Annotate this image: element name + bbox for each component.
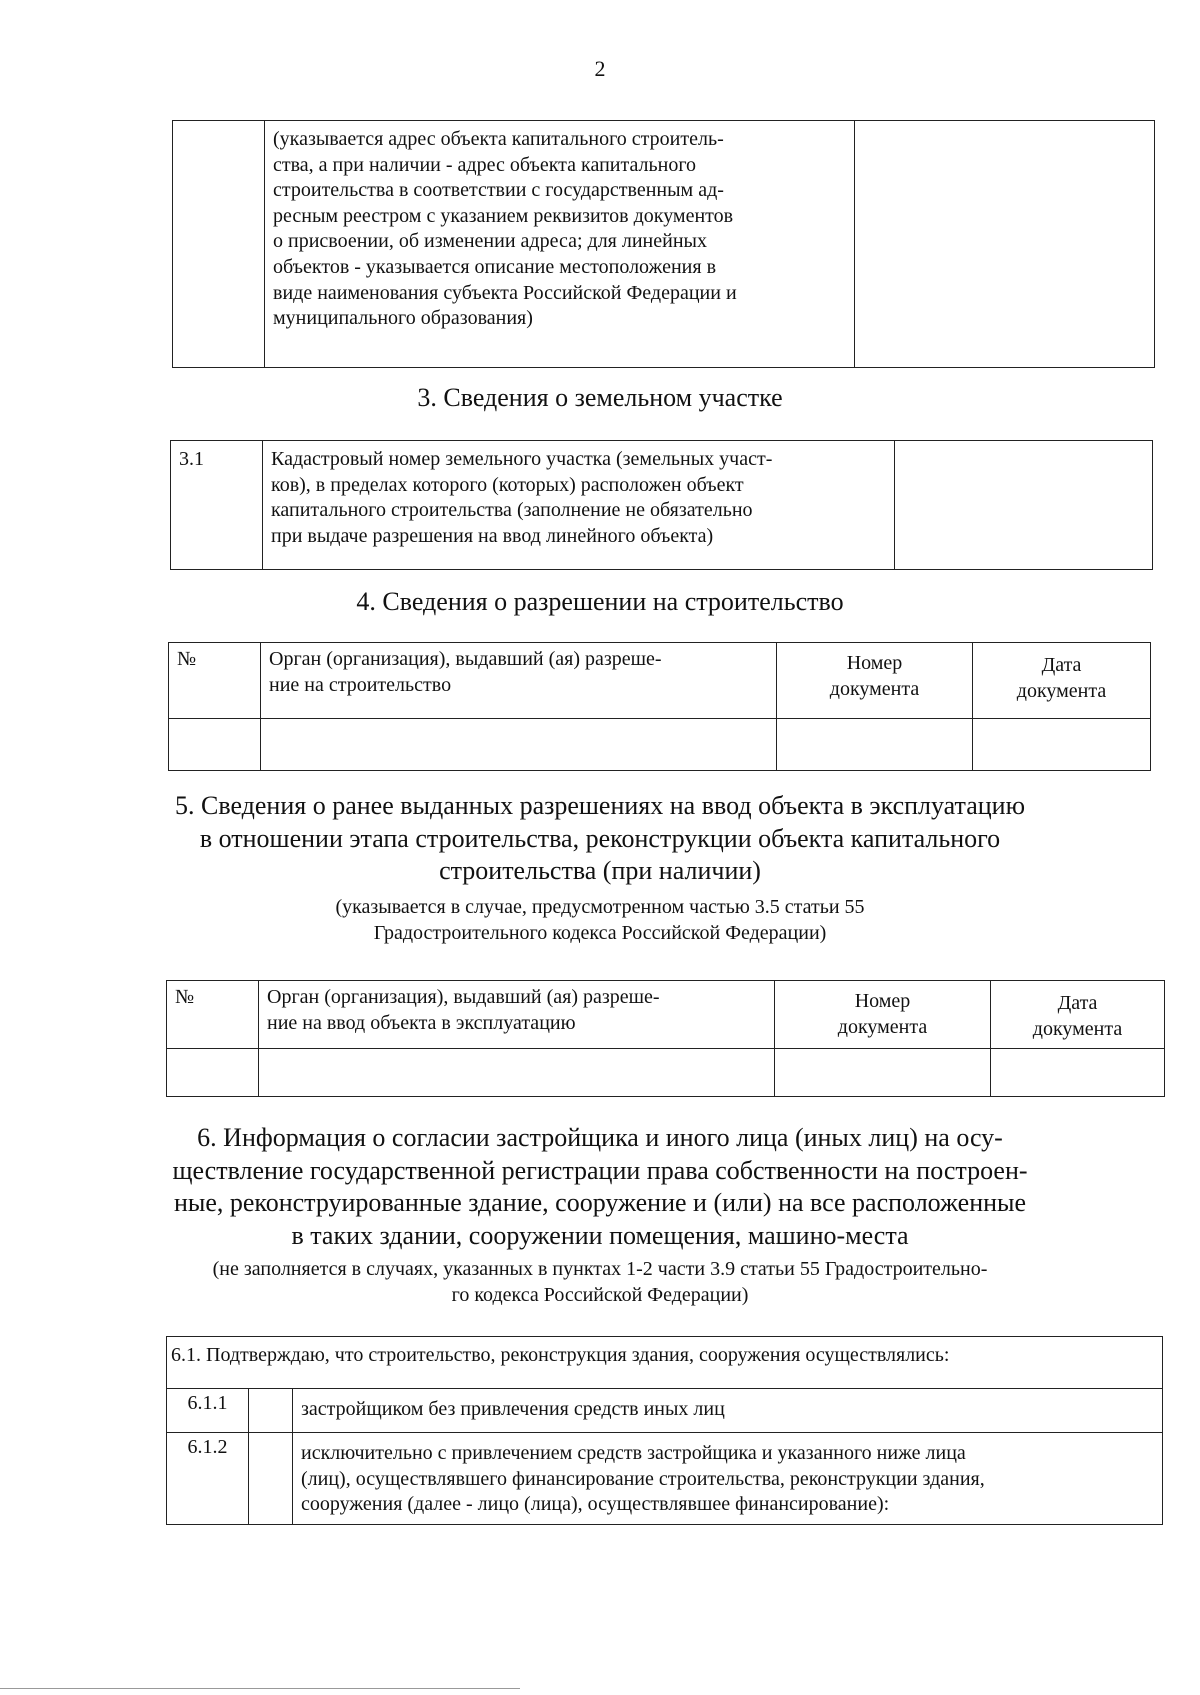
col-doc-date-header: Дата документа bbox=[991, 981, 1165, 1049]
address-value-cell[interactable] bbox=[855, 121, 1155, 368]
prior-permits-header-row bbox=[167, 981, 1165, 1049]
empty-cell[interactable] bbox=[261, 719, 777, 771]
consent-header-row bbox=[167, 1337, 1163, 1389]
empty-cell[interactable] bbox=[777, 719, 973, 771]
land-plot-label: Кадастровый номер земельного участка (земельных участ- ков), в пределах которого (которых) расположен объект капитального строительства (заполнение не обязательно при выдаче разрешения на ввод линейного объекта) bbox=[263, 441, 895, 570]
address-table bbox=[172, 120, 1155, 368]
consent-item-row bbox=[167, 1389, 1163, 1433]
col-doc-number-header: Номер документа bbox=[775, 981, 991, 1049]
empty-cell[interactable] bbox=[973, 719, 1151, 771]
section-6-note: (не заполняется в случаях, указанных в пунктах 1-2 части 3.9 статьи 55 Градостроительно- го кодекса Российской Федерации) bbox=[212, 1258, 988, 1306]
address-num-cell bbox=[173, 121, 265, 368]
col-num-header: № bbox=[169, 643, 261, 719]
consent-table bbox=[166, 1336, 1163, 1525]
address-row bbox=[173, 121, 1155, 368]
consent-item-num: 6.1.1 bbox=[167, 1389, 249, 1433]
land-plot-num: 3.1 bbox=[171, 441, 263, 570]
col-doc-number-header: Номер документа bbox=[777, 643, 973, 719]
empty-cell[interactable] bbox=[775, 1049, 991, 1097]
prior-permits-table bbox=[166, 980, 1165, 1097]
section-6-title: 6. Информация о согласии застройщика и иного лица (иных лиц) на осу- ществление государственной регистрации права собственности на построен- ные, реконструированные здание, сооружение и (или) на все расположенные в таких здании, сооружении помещения, машино-места bbox=[172, 1123, 1028, 1250]
col-organ-header: Орган (организация), выдавший (ая) разреше- ние на ввод объекта в эксплуатацию bbox=[259, 981, 775, 1049]
building-permit-empty-row bbox=[169, 719, 1151, 771]
consent-item-num: 6.1.2 bbox=[167, 1433, 249, 1525]
empty-cell[interactable] bbox=[259, 1049, 775, 1097]
prior-permits-empty-row bbox=[167, 1049, 1165, 1097]
section-5-title: 5. Сведения о ранее выданных разрешениях на ввод объекта в эксплуатацию в отношении этапа строительства, реконструкции объекта капитального строительства (при наличии) bbox=[175, 791, 1025, 885]
cadastral-number-cell[interactable] bbox=[895, 441, 1153, 570]
consent-item-text: исключительно с привлечением средств застройщика и указанного ниже лица (лиц), осуществлявшего финансирование строительства, реконструкции здания, сооружения (далее - лицо (лица), осуществлявшее финансирование): bbox=[293, 1433, 1163, 1525]
consent-item-text: застройщиком без привлечения средств иных лиц bbox=[293, 1389, 1163, 1433]
building-permit-header-row bbox=[169, 643, 1151, 719]
building-permit-table bbox=[168, 642, 1151, 771]
consent-header: 6.1. Подтверждаю, что строительство, реконструкция здания, сооружения осуществлялись: bbox=[167, 1337, 1163, 1389]
page-number: 2 bbox=[594, 56, 606, 81]
col-num-header: № bbox=[167, 981, 259, 1049]
empty-cell[interactable] bbox=[167, 1049, 259, 1097]
empty-cell[interactable] bbox=[991, 1049, 1165, 1097]
consent-item-row bbox=[167, 1433, 1163, 1525]
section-4-title: 4. Сведения о разрешении на строительство bbox=[356, 587, 844, 616]
col-organ-header: Орган (организация), выдавший (ая) разреше- ние на строительство bbox=[261, 643, 777, 719]
consent-checkbox-cell[interactable] bbox=[249, 1389, 293, 1433]
col-doc-date-header: Дата документа bbox=[973, 643, 1151, 719]
empty-cell[interactable] bbox=[169, 719, 261, 771]
section-3-title: 3. Сведения о земельном участке bbox=[417, 383, 783, 412]
address-description: (указывается адрес объекта капитального строитель- ства, а при наличии - адрес объекта капитального строительства в соответствии с государственным ад- ресным реестром с указанием реквизитов документов о присвоении, об изменении адреса; для линейных объектов - указывается описание местоположения в виде наименования субъекта Российской Федерации и муниципального образования) bbox=[265, 121, 855, 368]
land-plot-row bbox=[171, 441, 1153, 570]
consent-checkbox-cell[interactable] bbox=[249, 1433, 293, 1525]
land-plot-table bbox=[170, 440, 1153, 570]
scan-edge-line bbox=[0, 1688, 520, 1689]
section-5-note: (указывается в случае, предусмотренном частью 3.5 статьи 55 Градостроительного кодекса Российской Федерации) bbox=[335, 896, 865, 944]
